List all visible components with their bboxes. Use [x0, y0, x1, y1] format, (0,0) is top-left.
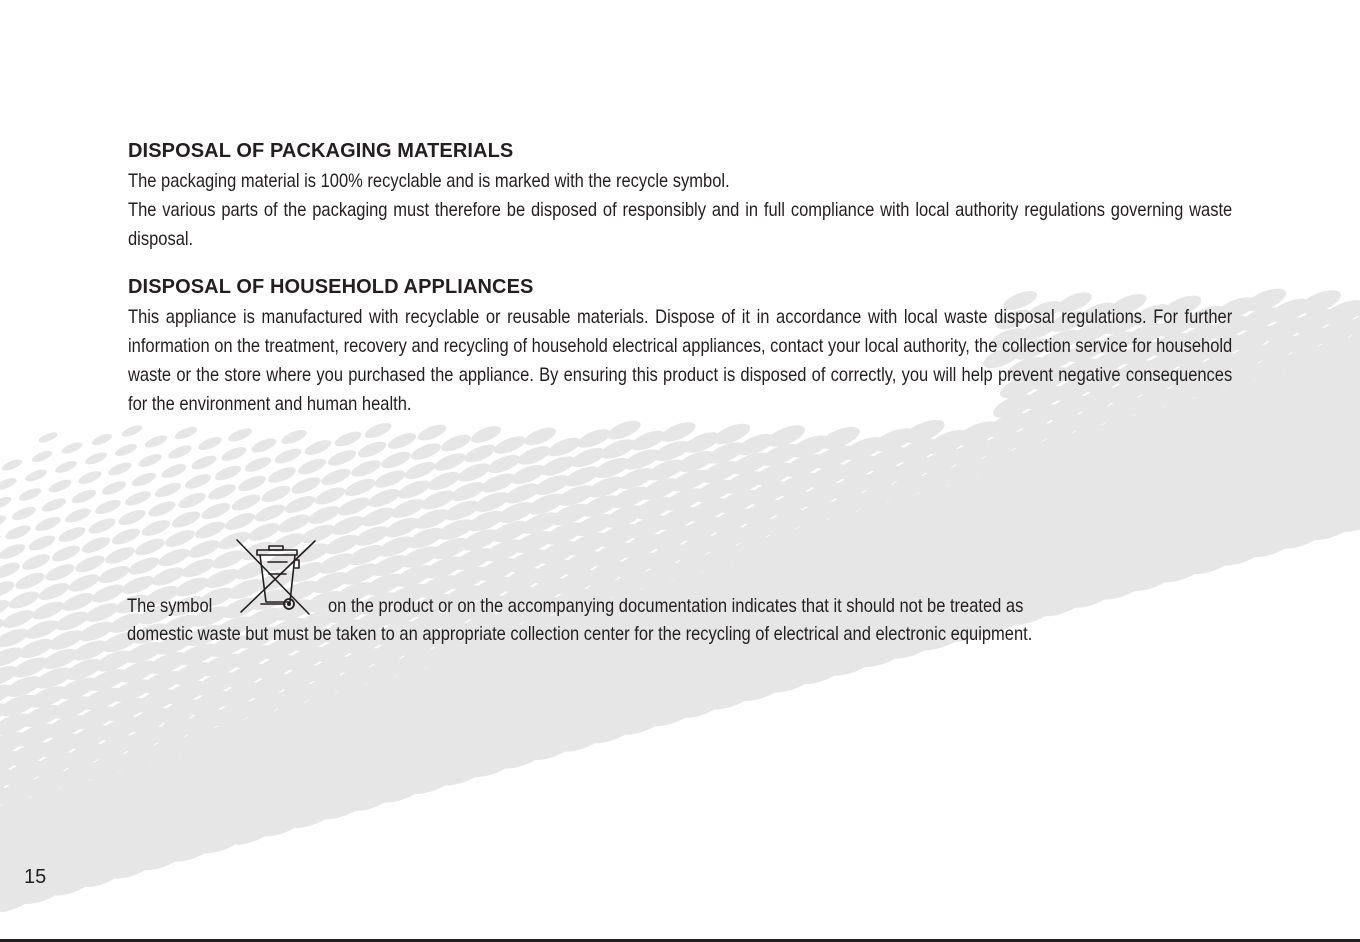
halftone-dot [250, 436, 279, 456]
halftone-dot [143, 433, 168, 450]
halftone-dot [283, 492, 318, 516]
symbol-note-prefix: The symbol [127, 596, 213, 617]
halftone-dot [116, 507, 147, 528]
halftone-dot [253, 501, 288, 525]
halftone-dot [409, 440, 443, 463]
halftone-dot [183, 471, 213, 491]
halftone-dot [273, 446, 303, 467]
halftone-dot [402, 458, 437, 482]
halftone-dot [160, 461, 188, 480]
halftone-dot [27, 533, 57, 554]
halftone-dot [199, 500, 232, 523]
halftone-dot [379, 448, 413, 471]
crossed-out-wheelie-bin-icon [235, 538, 317, 618]
halftone-dot [167, 443, 194, 461]
halftone-dot [333, 429, 364, 450]
halftone-dot [33, 514, 62, 534]
halftone-dot [303, 437, 333, 458]
halftone-dot [123, 488, 153, 508]
halftone-dot [84, 450, 109, 467]
symbol-note-line2: domestic waste but must be taken to an appropriate collection center for the recycling of electrical and electronic equipment. [127, 624, 1033, 645]
halftone-dot [60, 440, 83, 456]
halftone-dot [226, 426, 253, 444]
halftone-dot [140, 517, 173, 539]
halftone-dot [120, 423, 143, 439]
halftone-dot [130, 470, 158, 489]
halftone-dot [356, 438, 388, 460]
halftone-dot [372, 467, 407, 491]
halftone-dot [13, 570, 46, 593]
halftone-dot [57, 524, 88, 545]
halftone-dot [0, 494, 13, 512]
halftone-dot [77, 469, 103, 487]
halftone-dot [73, 552, 107, 575]
halftone-dot [243, 454, 273, 475]
halftone-dot [439, 431, 473, 455]
halftone-dot [416, 421, 449, 443]
halftone-dot [146, 498, 177, 519]
halftone-dot [363, 420, 394, 441]
halftone-dot [229, 491, 262, 514]
halftone-dot [319, 465, 353, 488]
halftone-dot [50, 543, 82, 565]
halftone-dot [0, 578, 17, 601]
halftone-dot [37, 430, 59, 444]
halftone-dot [70, 487, 98, 506]
halftone-dot [432, 450, 468, 475]
halftone-dot [326, 447, 358, 469]
halftone-dot [4, 523, 33, 543]
household-appliances-disposal-section [128, 275, 1232, 419]
halftone-dot [522, 424, 558, 449]
halftone-dot [30, 449, 53, 465]
halftone-dot [0, 476, 18, 493]
halftone-dot [36, 579, 71, 603]
halftone-dot [197, 434, 224, 452]
halftone-dot [236, 473, 268, 495]
halftone-dot [107, 460, 134, 478]
halftone-dot [153, 480, 183, 500]
weee-symbol-note [127, 538, 1327, 645]
halftone-dot [176, 490, 207, 512]
symbol-note-suffix: on the product or on the accompanying documentation indicates that it should not be treated as [328, 596, 1024, 617]
halftone-dot [17, 486, 43, 504]
packaging-disposal-section [128, 139, 1232, 254]
halftone-dot [7, 588, 42, 612]
halftone-dot [259, 483, 292, 506]
halftone-dot [63, 506, 92, 526]
halftone-dot [66, 571, 101, 595]
packaging-text-line2: The various parts of the packaging must therefore be disposed of responsibly and in full compliance with local authority regulations governing waste disposal. [128, 200, 1233, 250]
halftone-dot [342, 475, 377, 499]
halftone-dot [20, 551, 52, 573]
halftone-dot [10, 504, 37, 523]
halftone-dot [266, 464, 298, 486]
halftone-dot [312, 484, 347, 508]
halftone-dot [173, 424, 198, 441]
halftone-dot [93, 497, 122, 517]
halftone-dot [24, 467, 49, 484]
halftone-dot [1, 457, 24, 472]
household-heading: DISPOSAL OF HOUSEHOLD APPLIANCES [128, 276, 534, 298]
halftone-dot [0, 560, 22, 582]
halftone-dot [213, 463, 243, 484]
halftone-dot [54, 459, 79, 476]
household-text: This appliance is manufactured with recyclable or reusable materials. Dispose of it in accordance with local waste disposal regulations. For further information on the treatment, recovery and recycling of household electrical appliances, contact your local authority, the collection service for household waste or the store where you purchased the appliance. By ensuring this product is disposed of correctly, you will help prevent negative consequences for the environment and human health. [128, 307, 1233, 415]
halftone-dot [87, 515, 118, 536]
halftone-dot [137, 451, 164, 469]
halftone-dot [190, 453, 218, 472]
halftone-dot [0, 541, 27, 562]
packaging-text-line1: The packaging material is 100% recyclable and is marked with the recycle symbol. [128, 171, 730, 192]
halftone-dot [289, 474, 322, 497]
halftone-dot [280, 427, 309, 447]
halftone-dot [206, 481, 238, 503]
halftone-dot [220, 444, 248, 463]
halftone-dot [90, 432, 113, 448]
packaging-heading: DISPOSAL OF PACKAGING MATERIALS [128, 140, 514, 162]
halftone-dot [80, 534, 112, 556]
halftone-dot [43, 561, 76, 584]
halftone-dot [223, 510, 258, 534]
halftone-dot [492, 433, 528, 458]
halftone-dot [469, 423, 503, 447]
halftone-dot [114, 442, 139, 459]
halftone-dot [462, 441, 498, 466]
halftone-dot [100, 478, 128, 497]
halftone-dot [47, 477, 73, 495]
halftone-dot [0, 513, 8, 532]
halftone-dot [0, 531, 3, 551]
halftone-dot [386, 430, 418, 452]
halftone-dot [40, 496, 68, 515]
halftone-dot [296, 456, 328, 478]
page-number: 15 [24, 866, 47, 888]
halftone-dot [349, 457, 383, 480]
halftone-dot [170, 508, 203, 531]
